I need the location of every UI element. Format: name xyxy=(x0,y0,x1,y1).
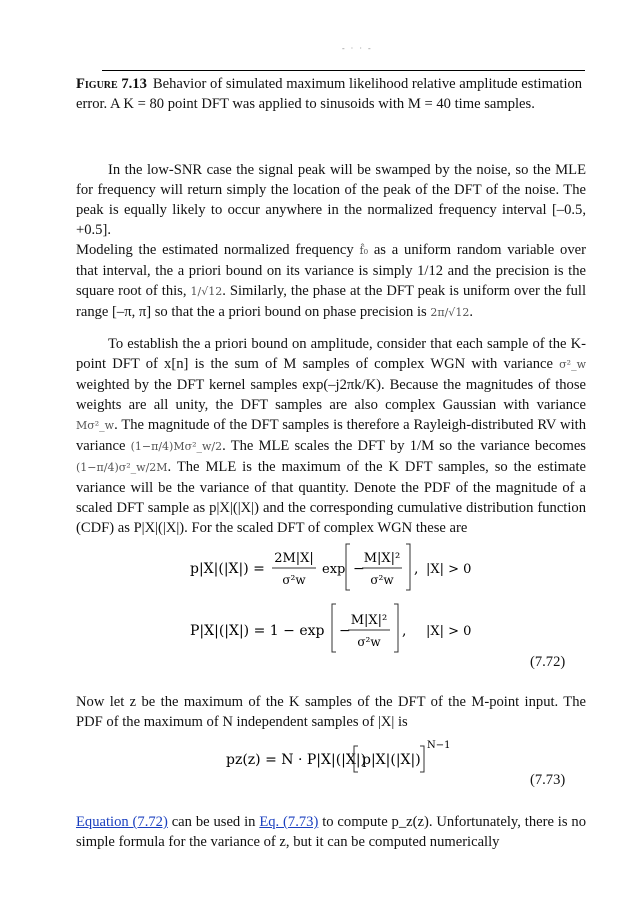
figure-label: Figure 7.13 xyxy=(76,76,147,92)
cdf-condition: |X| > 0 xyxy=(426,624,472,639)
symbol-rayleigh-variance: (1−π/4)Mσ²_w/2 xyxy=(130,440,223,453)
paragraph-3-text-e: . The MLE is the maximum of the K DFT samples, so the estimate variance will be the variance of that quantity. Denote the PDF of the magnitude of a scaled DFT sample as p|X|(|X|) and the corresponding cumulative distribution function (CDF) as P|X|(|X|). For the scaled DFT of complex WGN these are xyxy=(76,459,586,536)
paragraph-3-text-d: . The MLE scales the DFT by 1/M so the variance becomes xyxy=(222,438,586,454)
paragraph-2-text-b: as a uniform random variable over that interval, the a priori bound on its variance is simply 1/12 and the precision is the square root of this, xyxy=(76,242,586,299)
figure-caption-text: Behavior of simulated maximum likelihood relative amplitude estimation error. A K = 80 point DFT was applied to sinusoids with M = 40 time samples. xyxy=(76,76,583,112)
symbol-f0-hat: f̂₀ xyxy=(359,244,368,257)
pdf-coef-numerator: 2M|X| xyxy=(274,551,314,566)
paragraph-2-text-c: . Similarly, the phase at the DFT peak is uniform over the full range [–π, π] so that the a priori bound on phase precision is xyxy=(76,283,586,320)
pdf-exp: exp xyxy=(322,562,346,577)
equation-7-73 xyxy=(226,736,451,776)
equation-number-7-73: (7.73) xyxy=(530,772,566,788)
cdf-right-bracket xyxy=(394,604,398,652)
paragraph-3-text-c: . The magnitude of the DFT samples is therefore a Rayleigh-distributed RV with variance xyxy=(76,417,586,454)
pdf-left-bracket xyxy=(346,544,350,590)
max-lhs: pz(z) = N · P|X|(|X|) xyxy=(226,752,367,768)
paragraph-5-text-b: can be used in xyxy=(171,814,256,830)
paragraph-low-snr xyxy=(76,160,586,240)
pdf-minus-sign: − xyxy=(353,561,365,577)
symbol-inverse-root12: 1/√12 xyxy=(190,285,223,298)
pdf-coef-denominator: σ²w xyxy=(282,573,306,587)
paragraph-maximum-pdf xyxy=(76,692,586,732)
paragraph-5-text-d: to compute p_z(z). Unfortunately, there is no simple formula for the variance of z, but it can be computed numerically xyxy=(76,814,586,850)
equation-7-72-link[interactable]: Equation (7.72) xyxy=(76,814,168,830)
max-exponent: N−1 xyxy=(427,740,451,751)
paragraph-computation xyxy=(76,812,586,852)
pdf-right-bracket xyxy=(406,544,410,590)
cdf-left-bracket xyxy=(332,604,336,652)
pdf-comma: , xyxy=(414,561,419,577)
symbol-noise-variance: σ²_w xyxy=(559,358,586,371)
pdf-arg-numerator: M|X|² xyxy=(363,551,401,566)
equation-7-72 xyxy=(190,538,490,658)
paragraph-1-text: In the low-SNR case the signal peak will be swamped by the noise, so the MLE for frequency will return simply the location of the peak of the DFT of the noise. The peak is equally likely to occur anywhere in the normalized frequency interval [–0.5, +0.5]. xyxy=(76,162,586,238)
paragraph-frequency-model xyxy=(76,240,586,323)
symbol-2pi-root12: 2π/√12 xyxy=(430,306,470,319)
figure-caption xyxy=(76,74,586,114)
symbol-m-noise-variance: Mσ²_w xyxy=(76,419,115,432)
caption-top-rule xyxy=(102,70,585,71)
equation-7-73-link[interactable]: Eq. (7.73) xyxy=(259,814,319,830)
pdf-lhs: p|X|(|X|) = xyxy=(190,561,265,577)
cdf-comma: , xyxy=(402,623,407,639)
paragraph-3-text-b: weighted by the DFT kernel samples exp(–j2πk/K). Because the magnitudes of those weights are all unity, the DFT samples are also complex Gaussian with variance xyxy=(76,377,586,413)
equation-number-7-72: (7.72) xyxy=(530,654,566,670)
symbol-scaled-variance: (1−π/4)σ²_w/2M xyxy=(76,461,168,474)
cdf-lhs: P|X|(|X|) = 1 − exp xyxy=(190,623,325,639)
page-marks: - · · - xyxy=(342,44,373,53)
max-mid: p|X|(|X|) xyxy=(362,752,421,768)
paragraph-2-text-d: . xyxy=(469,304,473,320)
paragraph-4-text: Now let z be the maximum of the K samples of the DFT of the M-point input. The PDF of the maximum of N independent samples of |X| is xyxy=(76,694,586,730)
cdf-arg-numerator: M|X|² xyxy=(350,613,388,628)
pdf-condition: |X| > 0 xyxy=(426,562,472,577)
paragraph-3-text-a: To establish the a priori bound on amplitude, consider that each sample of the K-point DFT of x[n] is the sum of M samples of complex WGN with variance xyxy=(76,336,586,372)
paragraph-amplitude-bound xyxy=(76,334,586,538)
paragraph-2-text-a: Modeling the estimated normalized frequency xyxy=(76,242,354,258)
pdf-arg-denominator: σ²w xyxy=(370,573,394,587)
cdf-minus-sign: − xyxy=(339,623,351,639)
cdf-arg-denominator: σ²w xyxy=(357,635,381,649)
